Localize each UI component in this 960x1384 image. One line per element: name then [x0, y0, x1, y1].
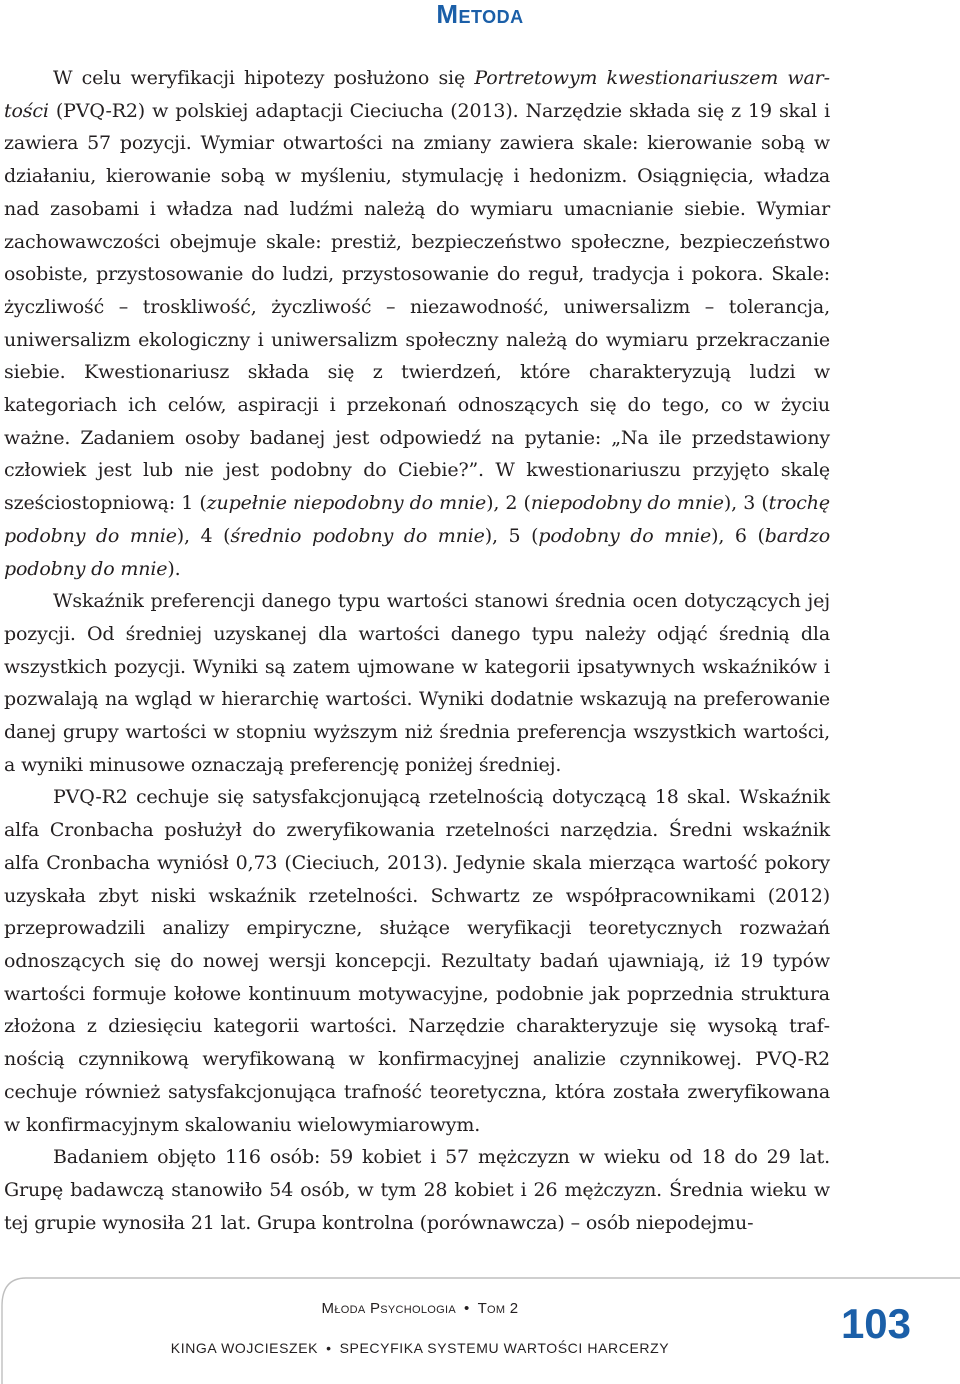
text-run: ), 4 ( — [176, 524, 231, 547]
running-head-title: SPECYFIKA SYSTEMU WARTOŚCI HARCERZY — [339, 1340, 670, 1356]
italic-run: zupełnie niepodobny do mnie — [206, 492, 487, 515]
text-run: ), 2 ( — [486, 492, 531, 515]
text-run: (PVQ-R2) w polskiej adaptacji Cieciucha (2013). Narzędzie składa się z 19 skal i zawiera 57 pozycji. Wymiar otwartości na zmiany zawiera skale: kierowanie sobą w działaniu, kierowanie sobą w myśleniu, stymulację i hedonizm. Osiągnięcia, władza nad zasobami i władza nad ludźmi należą do wymiaru umacnianie siebie. Wymiar zachowawczości obejmuje skale: prestiż, bezpieczeństwo społeczne, bezpieczeństwo osobiste, przystosowanie do ludzi, przystosowanie do reguł, tradycja i pokora. Skale: życzliwość – troskliwość, życzliwość – niezawodność, uniwersalizm – tolerancja, uniwersalizm ekologiczny i uniwersalizm społeczny należą do wymiaru przekraczanie siebie. Kwestionariusz składa się z twierdzeń, które charakteryzują ludzi w kategoriach ich celów, aspiracji i przekonań odnoszących się do tego, co w życiu ważne. Zadaniem osoby badanej jest odpowiedź na pytanie: „Na ile przedstawiony człowiek jest lub nie jest podobny do Ciebie?”. W kwestionariuszu przyjęto skalę sześciostopniową: 1 ( — [4, 99, 830, 515]
running-head — [0, 1340, 840, 1356]
journal-separator: • — [464, 1300, 470, 1317]
page-footer — [0, 1276, 960, 1384]
italic-run: Portretowym kwestionariuszem wartości — [4, 67, 830, 122]
paragraph-method-instrument — [4, 62, 830, 585]
italic-run: trochę podobny do mnie — [4, 492, 830, 547]
text-run: ), 3 ( — [723, 492, 769, 515]
journal-name: Młoda Psychologia — [321, 1300, 456, 1317]
italic-run: podobny do mnie — [538, 524, 712, 547]
journal-line — [0, 1300, 840, 1317]
footer-rule-line — [2, 1278, 960, 1384]
page-number: 103 — [840, 1300, 912, 1347]
italic-run: niepodobny do mnie — [530, 492, 724, 515]
italic-run: średnio podobny do mnie — [230, 524, 485, 547]
text-run: Badaniem objęto 116 osób: 59 kobiet i 57 mężczyzn w wieku od 18 do 29 lat. Grupę badawczą stanowiło 54 osób, w tym 28 kobiet i 26 mężczyzn. Średnia wieku w tej grupie wynosiła 21 lat. Grupa kontrolna (porównawcza) – osób niepodejmu- — [4, 1146, 830, 1234]
text-run: ), 6 ( — [711, 524, 765, 547]
text-run: ). — [167, 557, 181, 580]
footer-rule — [0, 1276, 960, 1384]
italic-run: bardzo podobny do mnie — [4, 524, 831, 580]
section-title: Metoda — [436, 0, 524, 29]
running-head-separator: • — [326, 1340, 332, 1356]
running-head-author: KINGA WOJCIESZEK — [170, 1340, 319, 1356]
text-run: ), 5 ( — [484, 524, 539, 547]
paragraph-reliability — [4, 781, 830, 1141]
text-run: Wskaźnik preferencji danego typu wartości stanowi średnia ocen dotyczących jej pozycji. Od średniej uzyskanej dla wartości danego typu należy odjąć średnią dla wszystkich pozycji. Wyniki są zatem ujmowane w kategorii ipsatywnych wskaźników i pozwalają na wgląd w hierarchię wartości. Wyniki dodatnie wskazują na preferowanie danej grupy wartości w stopniu wyższym niż średnia preferencja wszystkich wartości, a wyniki minusowe oznaczają preferencję poniżej średniej. — [4, 590, 830, 776]
body-text — [4, 62, 830, 1239]
paragraph-participants — [4, 1141, 830, 1239]
journal-volume: Tom 2 — [477, 1300, 519, 1317]
text-run: W celu weryfikacji hipotezy posłużono się — [53, 67, 475, 89]
text-run: PVQ-R2 cechuje się satysfakcjonującą rzetelnością dotyczącą 18 skal. Wskaźnik alfa Cronbacha posłużył do zweryfikowania rzetelności narzędzia. Średni wskaźnik alfa Cronbacha wyniósł 0,73 (Cieciuch, 2013). Jedynie skala mierząca wartość pokory uzyskała zbyt niski wskaźnik rzetelności. Schwartz ze współpracownikami (2012) przeprowadzili analizy empiryczne, służące weryfikacji teoretycznych rozważań odnoszących się do nowej wersji koncepcji. Rezultaty badań ujawniają, iż 19 typów wartości formuje kołowe kontinuum motywacyjne, podobnie jak poprzednia struktura złożona z dziesięciu kategorii wartości. Narzędzie charakteryzuje się wysoką trafnością czynnikową weryfikowaną w konfirmacyjnej analizie czynnikowej. PVQ-R2 cechuje również satysfakcjonująca trafność teoretyczna, która została zweryfikowana w konfirmacyjnym skalowaniu wielowymiarowym. — [4, 786, 830, 1136]
paragraph-preference-index — [4, 585, 830, 781]
